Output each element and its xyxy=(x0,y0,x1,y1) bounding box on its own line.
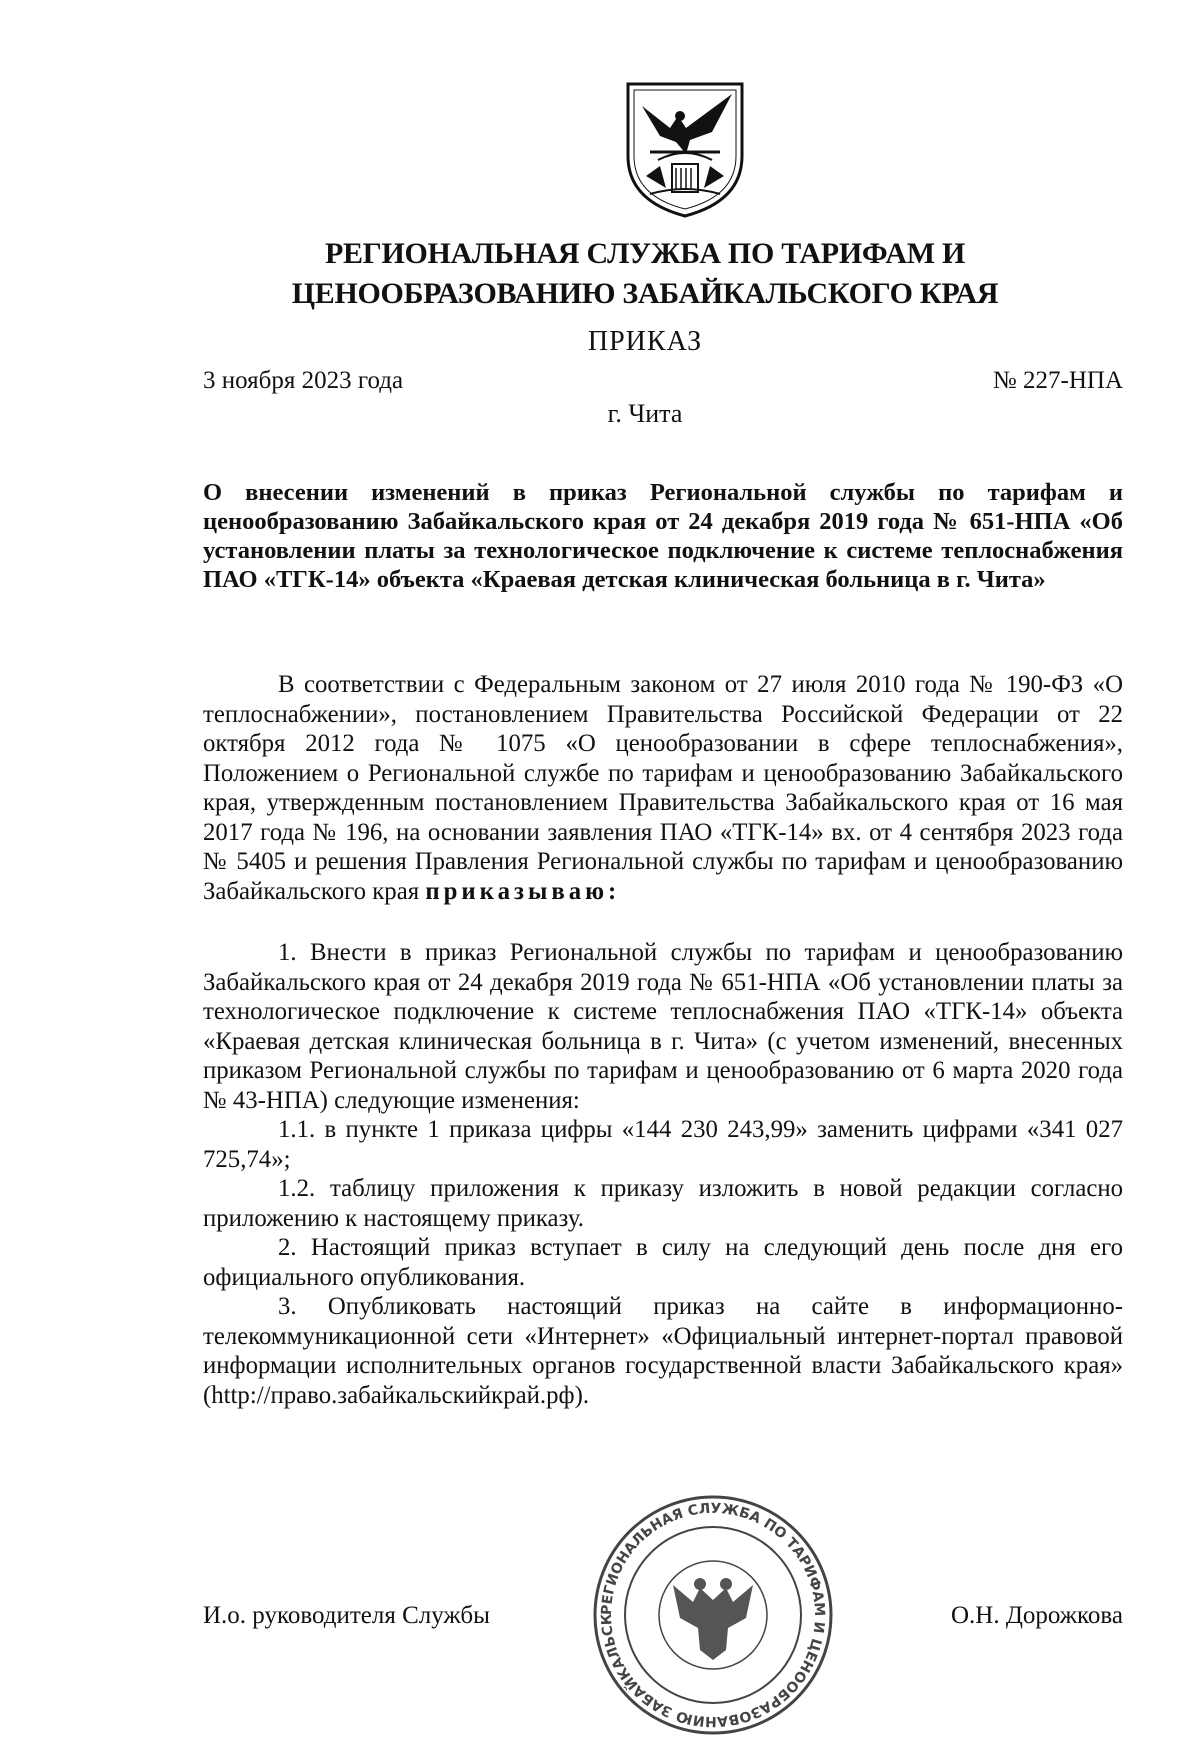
order-keyword: приказываю: xyxy=(425,877,621,905)
order-subject: О внесении изменений в приказ Региональной службы по тарифам и ценообразованию Забайкальского края от 24 декабря 2019 года № 651-НПА «Об установлении платы за технологическое подключение к системе теплоснабжения ПАО «ТГК-14» объекта «Краевая детская клиническая больница в г. Чита» xyxy=(203,479,1123,593)
preamble-text: В соответствии с Федеральным законом от 27 июля 2010 года № 190-ФЗ «О теплоснабжении», постановлением Правительства Российской Федерации от 22 октября 2012 года № 1075 «О ценообразовании в сфере теплоснабжения», Положением о Региональной службе по тарифам и ценообразованию Забайкальского края, утвержденным постановлением Правительства Забайкальского края от 16 мая 2017 года № 196, на основании заявления ПАО «ТГК-14» вх. от 4 сентября 2023 года № 5405 и решения Правления Региональной службы по тарифам и ценообразованию Забайкальского края xyxy=(203,671,1123,905)
order-item-1: 1. Внести в приказ Региональной службы по тарифам и ценообразованию Забайкальского края от 24 декабря 2019 года № 651-НПА «Об установлении платы за технологическое подключение к системе теплоснабжения ПАО «ТГК-14» объекта «Краевая детская клиническая больница в г. Чита» (с учетом изменений, внесенных приказом Региональной службы по тарифам и ценообразованию от 6 марта 2020 года № 43-НПА) следующие изменения: xyxy=(203,939,1123,1114)
signatory-title: И.о. руководителя Службы xyxy=(203,1602,490,1629)
organization-name-line2: ЦЕНООБРАЗОВАНИЮ ЗАБАЙКАЛЬСКОГО КРАЯ xyxy=(291,277,999,310)
coat-of-arms-emblem xyxy=(620,76,750,221)
official-seal-stamp xyxy=(588,1490,838,1730)
document-date: 3 ноября 2023 года xyxy=(203,367,404,394)
order-item-3: 3. Опубликовать настоящий приказ на сайте в информационно-телекоммуникационной сети «Интернет» «Официальный интернет-портал правовой информации исполнительных органов государственной власти Забайкальского края» (http://право.забайкальскийкрай.рф). xyxy=(203,1293,1123,1409)
preamble-paragraph xyxy=(203,670,1123,906)
document-type: ПРИКАЗ xyxy=(587,326,703,357)
document-city: г. Чита xyxy=(607,399,683,428)
order-item-1-1: 1.1. в пункте 1 приказа цифры «144 230 243,99» заменить цифрами «341 027 725,74»; xyxy=(203,1116,1123,1173)
order-body xyxy=(203,670,1123,1410)
organization-name-line1: РЕГИОНАЛЬНАЯ СЛУЖБА ПО ТАРИФАМ И xyxy=(324,237,966,270)
svg-text:РЕГИОНАЛЬНАЯ СЛУЖБА ПО ТАРИФАМ: РЕГИОНАЛЬНАЯ СЛУЖБА ПО ТАРИФАМ И ЦЕНООБРАЗОВАНИЮ ЗАБАЙКАЛЬСК xyxy=(598,1500,828,1730)
document-number: № 227-НПА xyxy=(992,367,1123,394)
signatory-name: О.Н. Дорожкова xyxy=(950,1602,1123,1629)
order-item-2: 2. Настоящий приказ вступает в силу на следующий день после дня его официального опубликования. xyxy=(203,1234,1123,1291)
organization-name xyxy=(200,234,1090,314)
order-item-1-2: 1.2. таблицу приложения к приказу изложить в новой редакции согласно приложению к настоящему приказу. xyxy=(203,1175,1123,1232)
